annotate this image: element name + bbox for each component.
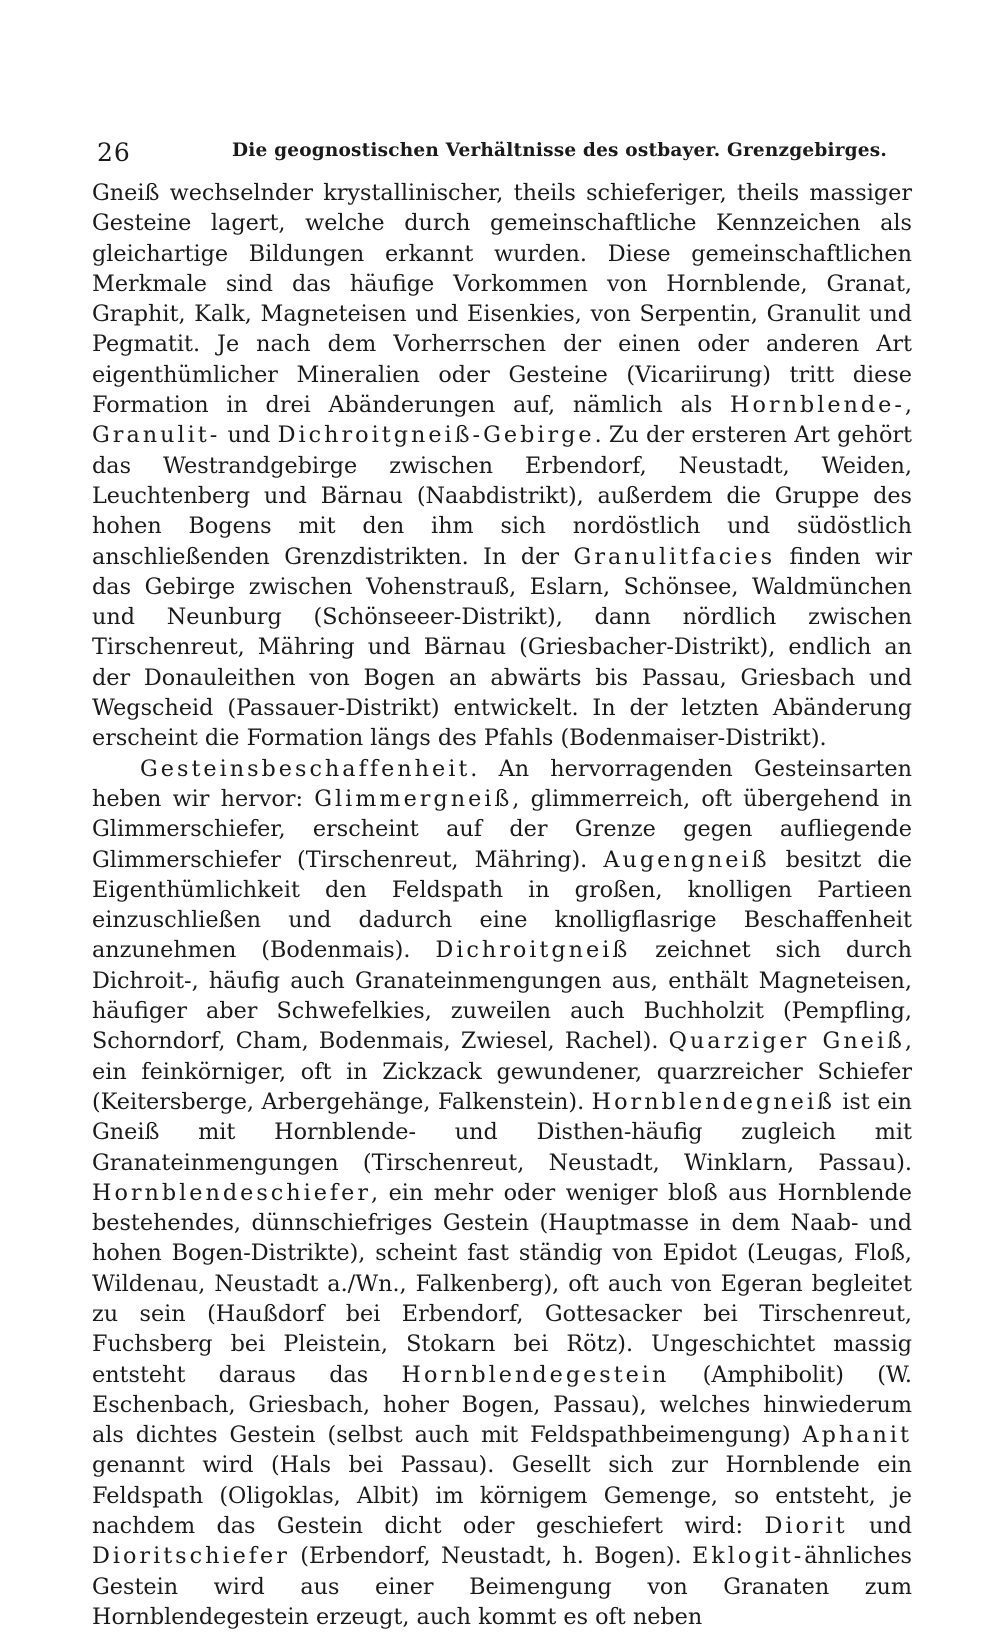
text-run: besitzt die Eigenthümlichkeit den Feldspath in großen, knolligen Partieen einzuschließen und dadurch eine knolligflasrige Beschaffenheit anzunehmen (Bodenmais). — [92, 846, 912, 964]
text-run: und — [847, 1513, 912, 1540]
text-run: ist ein Gneiß mit Hornblende- und Disthen-häufig zugleich mit Granateinmengungen (Tirschenreut, Neustadt, Winklarn, Passau). — [92, 1088, 912, 1176]
spaced-term: Granulit- — [92, 422, 221, 449]
spaced-term: Aphanit — [802, 1422, 912, 1449]
text-run: (Erbendorf, Neustadt, h. Bogen). — [289, 1543, 692, 1570]
spaced-term: Granulitfacies — [573, 543, 776, 570]
text-run: , glimmerreich, oft übergehend in Glimmerschiefer, erscheint auf der Grenze gegen aufliegende Glimmerschiefer (Tirschenreut, Mähring). — [92, 785, 912, 873]
running-header — [92, 132, 912, 172]
spaced-term: Quarziger Gneiß — [668, 1028, 905, 1055]
text-run: (Amphibolit) (W. Eschenbach, Griesbach, hoher Bogen, Passau), welches hinwiederum als dichtes Gestein (selbst auch mit Feldspathbeimengung) — [92, 1361, 912, 1449]
spaced-term: Diorit — [764, 1513, 848, 1540]
page-number: 26 — [97, 138, 131, 167]
document-page — [92, 132, 912, 1632]
text-run: . Zu der ersteren Art gehört das Westrandgebirge zwischen Erbendorf, Neustadt, Weiden, Leuchtenberg und Bärnau (Naabdistrikt), außerdem die Gruppe des hohen Bogens mit den ihm sich nordöstlich und südöstlich anschließenden Grenzdistrikten. In der — [92, 422, 913, 570]
spaced-term: Dioritschiefer — [92, 1543, 290, 1570]
spaced-term: Hornblendeschiefer — [92, 1179, 372, 1206]
paragraph — [92, 178, 912, 754]
spaced-term: Dichroitgneiß — [435, 937, 631, 964]
text-run: , ein mehr oder weniger bloß aus Hornblende bestehendes, dünnschiefriges Gestein (Hauptmasse in dem Naab- und hohen Bogen-Distrikte), scheint fast ständig von Epidot (Leugas, Floß, Wildenau, Neustadt a./Wn., Falkenberg), oft auch von Egeran begleitet zu sein (Haußdorf bei Erbendorf, Gottesacker bei Tirschenreut, Fuchsberg bei Pleistein, Stokarn bei Rötz). Ungeschichtet massig entsteht daraus das — [92, 1179, 912, 1388]
spaced-term: Glimmergneiß — [314, 785, 513, 812]
text-run: zeichnet sich durch Dichroit-, häufig auch Granateinmengungen aus, enthält Magneteisen, häufiger aber Schwefelkies, zuweilen auch Buchholzit (Pempfling, Schorndorf, Cham, Bodenmais, Zwiesel, Rachel). — [92, 937, 913, 1055]
spaced-term: Dichroitgneiß-Gebirge — [277, 422, 595, 449]
spaced-term: Gesteinsbeschaffenheit — [140, 755, 471, 782]
text-run: . An hervorragenden Gesteinsarten heben wir hervor: — [92, 755, 912, 812]
spaced-term: Hornblendegneiß — [591, 1088, 835, 1115]
text-run: genannt wird (Hals bei Passau). Gesellt sich zur Hornblende ein Feldspath (Oligoklas, Albit) im körnigem Gemenge, so entsteht, je nachdem das Gestein dicht oder geschiefert wird: — [92, 1452, 912, 1540]
spaced-term: Augengneiß — [603, 846, 770, 873]
spaced-term: Eklogit- — [691, 1543, 805, 1570]
text-run: und — [220, 422, 278, 449]
text-run: finden wir das Gebirge zwischen Vohenstrauß, Eslarn, Schönsee, Waldmünchen und Neunburg (Schönseeer-Distrikt), dann nördlich zwischen Tirschenreut, Mähring und Bärnau (Griesbacher-Distrikt), endlich an der Donauleithen von Bogen an abwärts bis Passau, Griesbach und Wegscheid (Passauer-Distrikt) entwickelt. In der letzten Abänderung erscheint die Formation längs des Pfahls (Bodenmaiser-Distrikt). — [92, 543, 912, 752]
paragraph — [92, 754, 912, 1632]
text-run: , ein feinkörniger, oft in Zickzack gewundener, quarzreicher Schiefer (Keitersberge, Arbergehänge, Falkenstein). — [92, 1028, 912, 1115]
text-run: , — [904, 392, 912, 419]
running-title: Die geognostischen Verhältnisse des ostbayer. Grenzgebirges. — [232, 140, 888, 161]
text-run: Gneiß wechselnder krystallinischer, theils schieferiger, theils massiger Gesteine lagert, welche durch gemeinschaftliche Kennzeichen als gleichartige Bildungen erkannt wurden. Diese gemeinschaftlichen Merkmale sind das häufige Vorkommen von Hornblende, Granat, Graphit, Kalk, Magneteisen und Eisenkies, von Serpentin, Granulit und Pegmatit. Je nach dem Vorherrschen der einen oder anderen Art eigenthümlicher Mineralien oder Gesteine (Vicariirung) tritt diese Formation in drei Abänderungen auf, nämlich als — [92, 180, 912, 419]
text-run: ähnliches Gestein wird aus einer Beimengung von Granaten zum Hornblendegestein erzeugt, auch kommt es oft neben — [92, 1543, 912, 1630]
spaced-term: Hornblendegestein — [401, 1361, 670, 1388]
body-text — [92, 178, 912, 1632]
spaced-term: Hornblende- — [730, 392, 905, 419]
